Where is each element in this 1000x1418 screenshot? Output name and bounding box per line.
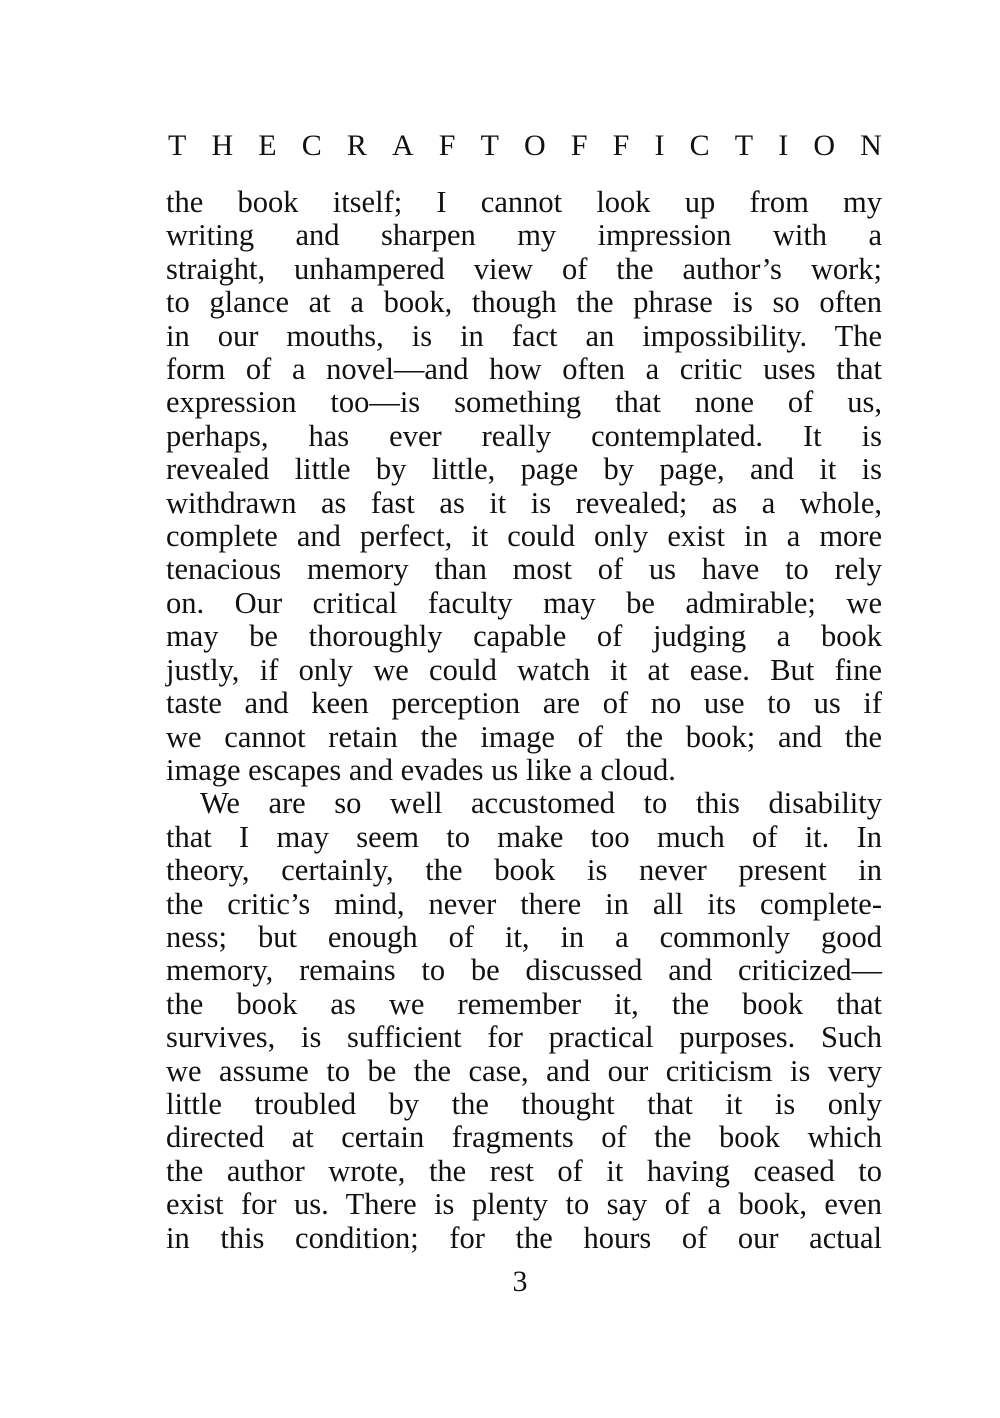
running-head-letter: O: [524, 129, 546, 162]
running-head-letter: N: [860, 129, 882, 162]
page-number: 3: [512, 1265, 528, 1298]
text-line: straight, unhampered view of the author’s work;: [166, 251, 882, 286]
running-head-letter: I: [654, 129, 665, 162]
text-line: tenacious memory than most of us have to rely: [166, 552, 882, 587]
text-line: complete and perfect, it could only exist in a more: [166, 519, 882, 554]
running-head-letter: O: [813, 129, 835, 162]
running-head-letter: F: [570, 129, 588, 162]
text-line: justly, if only we could watch it at ease. But fine: [166, 652, 882, 687]
text-line: that I may seem to make too much of it. In: [166, 819, 882, 854]
running-head-letter: A: [391, 129, 414, 162]
running-head: [168, 126, 882, 166]
text-line: in this condition; for the hours of our actual: [166, 1220, 882, 1255]
text-line: the book itself; I cannot look up from my: [166, 185, 882, 219]
text-line: taste and keen perception are of no use to us if: [166, 686, 882, 721]
text-line: the author wrote, the rest of it having ceased to: [166, 1153, 882, 1188]
text-line: the critic’s mind, never there in all its complete-: [166, 886, 882, 921]
text-line: perhaps, has ever really contemplated. It is: [166, 418, 882, 453]
body-text: [166, 186, 882, 1255]
text-line: memory, remains to be discussed and criticized—: [166, 953, 882, 988]
text-line: may be thoroughly capable of judging a book: [166, 619, 882, 654]
text-line: writing and sharpen my impression with a: [166, 218, 882, 253]
text-line: ness; but enough of it, in a commonly good: [166, 919, 882, 954]
text-line: survives, is sufficient for practical purposes. Such: [166, 1020, 882, 1055]
text-line: revealed little by little, page by page, and it is: [166, 452, 882, 487]
text-line: We are so well accustomed to this disability: [200, 786, 882, 821]
text-line: form of a novel—and how often a critic uses that: [166, 352, 882, 387]
running-head-letter: E: [258, 129, 277, 162]
running-head-letter: T: [734, 129, 754, 162]
running-head-letter: C: [301, 129, 322, 162]
text-line: to glance at a book, though the phrase is so often: [166, 285, 882, 320]
text-line: little troubled by the thought that it is only: [166, 1086, 882, 1121]
text-line: expression too—is something that none of us,: [166, 385, 882, 420]
running-head-letter: F: [438, 129, 456, 162]
text-line: theory, certainly, the book is never present in: [166, 853, 882, 888]
running-head-letter: H: [211, 129, 234, 162]
running-head-letter: T: [480, 129, 499, 162]
text-line: in our mouths, is in fact an impossibility. The: [166, 318, 882, 353]
text-line: we cannot retain the image of the book; and the: [166, 719, 882, 754]
running-head-letter: C: [689, 129, 710, 162]
text-line: the book as we remember it, the book that: [166, 986, 882, 1021]
running-head-letter: R: [346, 129, 367, 162]
text-line: image escapes and evades us like a cloud.: [166, 752, 676, 787]
text-line: directed at certain fragments of the book which: [166, 1120, 882, 1155]
running-head-letter: I: [778, 129, 789, 162]
text-line: on. Our critical faculty may be admirable; we: [166, 585, 882, 620]
text-line: withdrawn as fast as it is revealed; as a whole,: [166, 485, 882, 520]
running-head-letter: T: [168, 129, 187, 162]
running-head-letter: F: [612, 129, 630, 162]
text-line: exist for us. There is plenty to say of a book, even: [166, 1187, 882, 1222]
text-line: we assume to be the case, and our criticism is very: [166, 1053, 882, 1088]
